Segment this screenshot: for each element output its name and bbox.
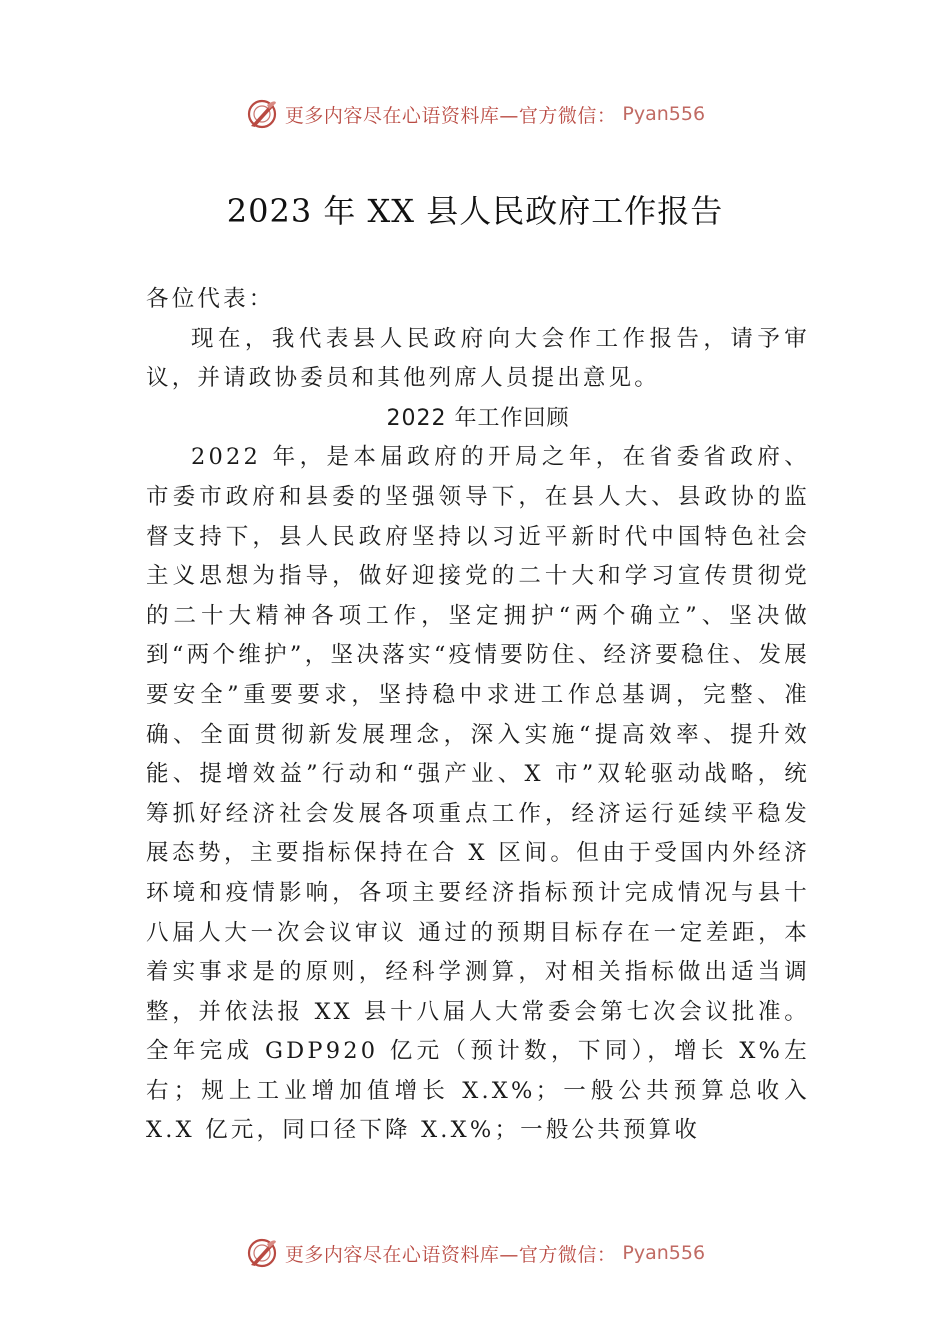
body-paragraph: 2022 年，是本届政府的开局之年，在省委省政府、市委市政府和县委的坚强领导下，在县人大、县政协的监督支持下，县人民政府坚持以习近平新时代中国特色社会主义思想为指导，做好迎接党的二十大和学习宣传贯彻党的二十大精神各项工作，坚定拥护“两个确立”、坚决做到“两个维护”，坚决落实“疫情要防住、经济要稳住、发展要安全”重要要求，坚持稳中求进工作总基调，完整、准确、全面贯彻新发展理念，深入实施“提高效率、提升效能、提增效益”行动和“强产业、X 市”双轮驱动战略，统筹抓好经济社会发展各项重点工作，经济运行延续平稳发展态势，主要指标保持在合 X 区间。但由于受国内外经济环境和疫情影响，各项主要经济指标预计完成情况与县十八届人大一次会议审议 通过的预期目标存在一定差距，本着实事求是的原则，经科学测算，对相关指标做出适当调整，并依法报 XX 县十八届人大常委会第七次会议批准。全年完成 GDP920 亿元（预计数，下同），增长 X%左右；规上工业增加值增长 X.X%；一般公共预算总收入 X.X 亿元，同口径下降 X.X%；一般公共预算收: [146, 444, 810, 1144]
salutation: 各位代表：: [146, 286, 275, 312]
watermark-footer: [0, 1233, 950, 1273]
quill-seal-icon: [245, 1236, 279, 1270]
document-body: [146, 280, 810, 1151]
watermark-wechat-id: Pyan556: [622, 1242, 706, 1264]
watermark-header: [0, 94, 950, 134]
watermark-wechat-id: Pyan556: [622, 103, 706, 125]
section-heading: 2022 年工作回顾: [386, 405, 570, 431]
watermark-text: 更多内容尽在心语资料库—官方微信：: [284, 104, 617, 127]
quill-seal-icon: [245, 97, 279, 131]
intro-paragraph: 现在，我代表县人民政府向大会作工作报告，请予审议，并请政协委员和其他列席人员提出意见。: [146, 325, 810, 392]
watermark-text: 更多内容尽在心语资料库—官方微信：: [284, 1243, 617, 1266]
document-title: 2023 年 XX 县人民政府工作报告: [226, 192, 724, 230]
